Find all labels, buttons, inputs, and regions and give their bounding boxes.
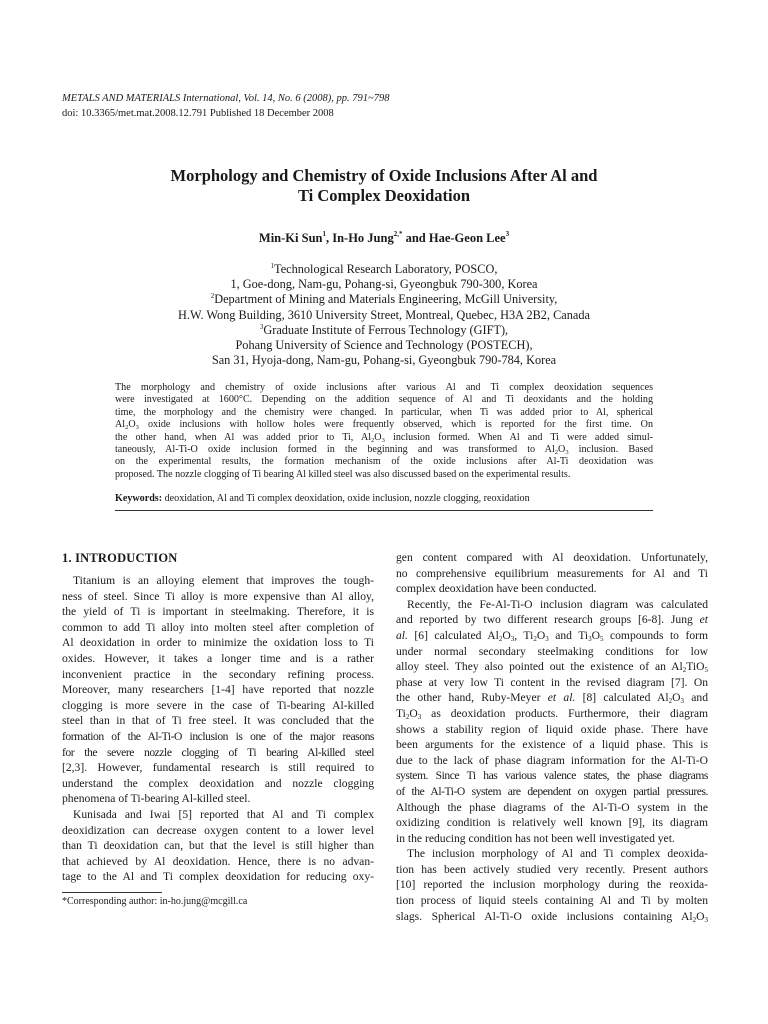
- author-affil-mark: 1: [322, 230, 326, 238]
- body-line: of the Al-Ti-O system are dependent on oxygen partial pressures.: [396, 784, 708, 798]
- section-heading: 1. INTRODUCTION: [62, 551, 178, 565]
- abstract-line: the other hand, when Al was added prior to Ti, $Al_2O_3$ inclusion formed. When Al and Ti were added simul-: [115, 431, 653, 444]
- journal-citation: METALS AND MATERIALS International, Vol. 14, No. 6 (2008), pp. 791~798: [62, 93, 390, 104]
- abstract-line: were investigated at 1600°C. Depending on the addition sequence of Al and Ti deoxidants and the holding: [115, 394, 653, 406]
- body-line: understand the complex deoxidation and nozzle clogging: [62, 776, 374, 790]
- body-line: deoxidization can decrease oxygen content to a lower level: [62, 823, 374, 837]
- body-line: phenomena of Ti-bearing Al-killed steel.: [62, 792, 251, 806]
- keywords: [115, 492, 530, 505]
- author-name: Min-Ki Sun: [258, 231, 323, 245]
- title-line-1: Morphology and Chemistry of Oxide Inclusions After Al and: [170, 166, 598, 185]
- body-line: inconvenient practice in the secondary refining process.: [62, 667, 374, 681]
- body-line: the yield of Ti is important in steelmaking. Therefore, it is: [62, 605, 374, 619]
- corresponding-author-footnote: *Corresponding author: in-ho.jung@mcgill.ca: [62, 896, 248, 907]
- body-line: shows a stability region of liquid oxide phase. There have: [396, 722, 708, 736]
- abstract: [115, 382, 653, 481]
- abstract-line: The morphology and chemistry of oxide inclusions after various Al and Ti complex deoxidation sequences: [115, 382, 653, 393]
- body-line: $Ti_2O_3$ as deoxidation products. Furthermore, their diagram: [396, 706, 708, 721]
- body-line: tion process of liquid steels containing Al and Ti by molten: [396, 894, 708, 908]
- title-line-2: Ti Complex Deoxidation: [297, 186, 471, 205]
- body-line: The inclusion morphology of Al and Ti complex deoxida-: [407, 847, 708, 861]
- affiliations: [90, 262, 678, 368]
- body-line: Moreover, many researchers [1-4] have reported that nozzle: [62, 683, 374, 697]
- abstract-line: time, the morphology and the chemistry were changed. In particular, when Ti was added prior to Al, spherical: [115, 406, 653, 418]
- body-line: phase at very low Ti content in the revised diagram [7]. On: [396, 675, 708, 689]
- body-line: and reported by two different research groups [6-8]. Jung et: [396, 613, 708, 627]
- body-line: [10] reported the inclusion morphology during the reoxida-: [396, 878, 708, 892]
- body-line: in the reducing condition has not been well investigated yet.: [396, 831, 675, 845]
- divider: [115, 510, 653, 511]
- body-line: tion has been actively studied very recently. Present authors: [396, 862, 708, 876]
- abstract-line: on the experimental results, the formation mechanism of the oxide inclusions after Al-Ti deoxidation was: [115, 456, 653, 468]
- body-line: common to add Ti alloy into molten steel after completion of: [62, 620, 374, 634]
- body-line: Titanium is an alloying element that improves the tough-: [73, 574, 374, 587]
- body-line: Kunisada and Iwai [5] reported that Al and Ti complex: [73, 807, 374, 821]
- body-line: that achieved by Al deoxidation. Hence, there is no advan-: [62, 854, 374, 868]
- affil-number: 1: [270, 262, 275, 270]
- body-line: for the severe nozzle clogging of Ti bearing Al-killed steel: [62, 745, 374, 759]
- author-list: [90, 230, 678, 246]
- paper-title: [90, 166, 678, 206]
- doi-line: doi: 10.3365/met.mat.2008.12.791 Published 18 December 2008: [62, 108, 334, 119]
- footnote-rule: [62, 892, 162, 893]
- body-line: oxidizing condition is relatively well known [9], its diagram: [396, 816, 708, 830]
- affiliation-line: H.W. Wong Building, 3610 University Street, Montreal, Quebec, H3A 2B2, Canada: [178, 307, 590, 322]
- body-line: no comprehensive equilibrium measurements for Al and Ti: [396, 566, 708, 580]
- body-line: oxides. However, it takes a longer time and is a rather: [62, 651, 374, 665]
- body-line: complex deoxidation have been conducted.: [396, 582, 597, 596]
- body-line: Although the phase diagrams of the Al-Ti-O system in the: [396, 800, 708, 814]
- body-line: Recently, the Fe-Al-Ti-O inclusion diagram was calculated: [407, 597, 708, 611]
- affiliation-line: Pohang University of Science and Technology (POSTECH),: [235, 338, 533, 353]
- body-line: formation of the Al-Ti-O inclusion is one of the major reasons: [62, 729, 374, 743]
- body-line: Al deoxidation in order to minimize the oxidation loss to Ti: [62, 636, 374, 650]
- affil-number: 3: [259, 322, 264, 331]
- body-line: [2,3]. However, fundamental research is still required to: [62, 761, 374, 775]
- affil-text: Technological Research Laboratory, POSCO,: [274, 262, 498, 276]
- affil-text: Department of Mining and Materials Engineering, McGill University,: [214, 292, 558, 307]
- author-separator: and: [402, 231, 429, 245]
- abstract-line: taneously, Al-Ti-O oxide inclusion formed in the beginning and was transformed to $Al_2O_3$ inclusion. Based: [115, 444, 654, 457]
- affiliation-line: [90, 323, 678, 338]
- body-line: al. [6] calculated $Al_2O_3$, $Ti_2O_3$ and $Ti_3O_5$ compounds to form: [396, 628, 708, 643]
- body-line: alloy steel. They also pointed out the existence of an $Al_2TiO_5$: [396, 660, 708, 675]
- left-column: [62, 550, 374, 885]
- keywords-label: Keywords:: [115, 493, 163, 504]
- keywords-list: deoxidation, Al and Ti complex deoxidation, oxide inclusion, nozzle clogging, reoxidation: [162, 493, 530, 504]
- affiliation-line: [90, 292, 678, 307]
- body-line: than Ti deoxidation can, but that the level is still higher than: [62, 839, 374, 853]
- body-line: under normal secondary steelmaking conditions for low: [396, 644, 708, 658]
- abstract-line: $Al_2O_3$ oxide inclusions with hollow holes were frequently observed, which is reported for the first time. On: [115, 419, 653, 432]
- author-name: Hae-Geon Lee: [428, 231, 506, 245]
- body-line: clogging is more severe in the case of Ti-bearing Al-killed: [62, 698, 374, 712]
- author-name: In-Ho Jung: [332, 231, 394, 245]
- affil-number: 2: [210, 292, 215, 301]
- affiliation-line: San 31, Hyoja-dong, Nam-gu, Pohang-si, Gyeongbuk 790-784, Korea: [211, 353, 557, 368]
- body-line: tage to the Al and Ti complex deoxidation for reducing oxy-: [62, 870, 374, 884]
- left-column-text: [62, 573, 374, 885]
- affiliation-line: 1, Goe-dong, Nam-gu, Pohang-si, Gyeongbuk 790-300, Korea: [230, 277, 538, 292]
- affiliation-line: [90, 262, 678, 277]
- body-line: gen content compared with Al deoxidation. Unfortunately,: [396, 551, 708, 564]
- body-line: steel than in that of Ti free steel. It was concluded that the: [62, 714, 374, 728]
- author-separator: ,: [325, 231, 333, 245]
- affil-text: Graduate Institute of Ferrous Technology (GIFT),: [263, 322, 509, 337]
- body-line: ness of steel. Since Ti alloy is more expensive than Al alloy,: [62, 589, 374, 603]
- body-line: system. Since Ti has various valence states, the phase diagrams: [396, 769, 708, 783]
- abstract-line: proposed. The nozzle clogging of Ti bearing Al killed steel was also discussed based on the experimental results.: [115, 468, 571, 480]
- body-line: slags. Spherical Al-Ti-O oxide inclusions containing $Al_2O_3$: [396, 909, 708, 924]
- author-affil-mark: 3: [505, 230, 510, 238]
- right-column: [396, 550, 708, 924]
- body-line: the other hand, Ruby-Meyer et al. [8] calculated $Al_2O_3$ and: [396, 691, 708, 706]
- body-line: been arguments for the existence of a liquid phase. This is: [396, 738, 708, 752]
- body-line: due to the lack of phase diagram information for the Al-Ti-O: [396, 753, 708, 767]
- author-affil-mark: 2,*: [393, 230, 403, 238]
